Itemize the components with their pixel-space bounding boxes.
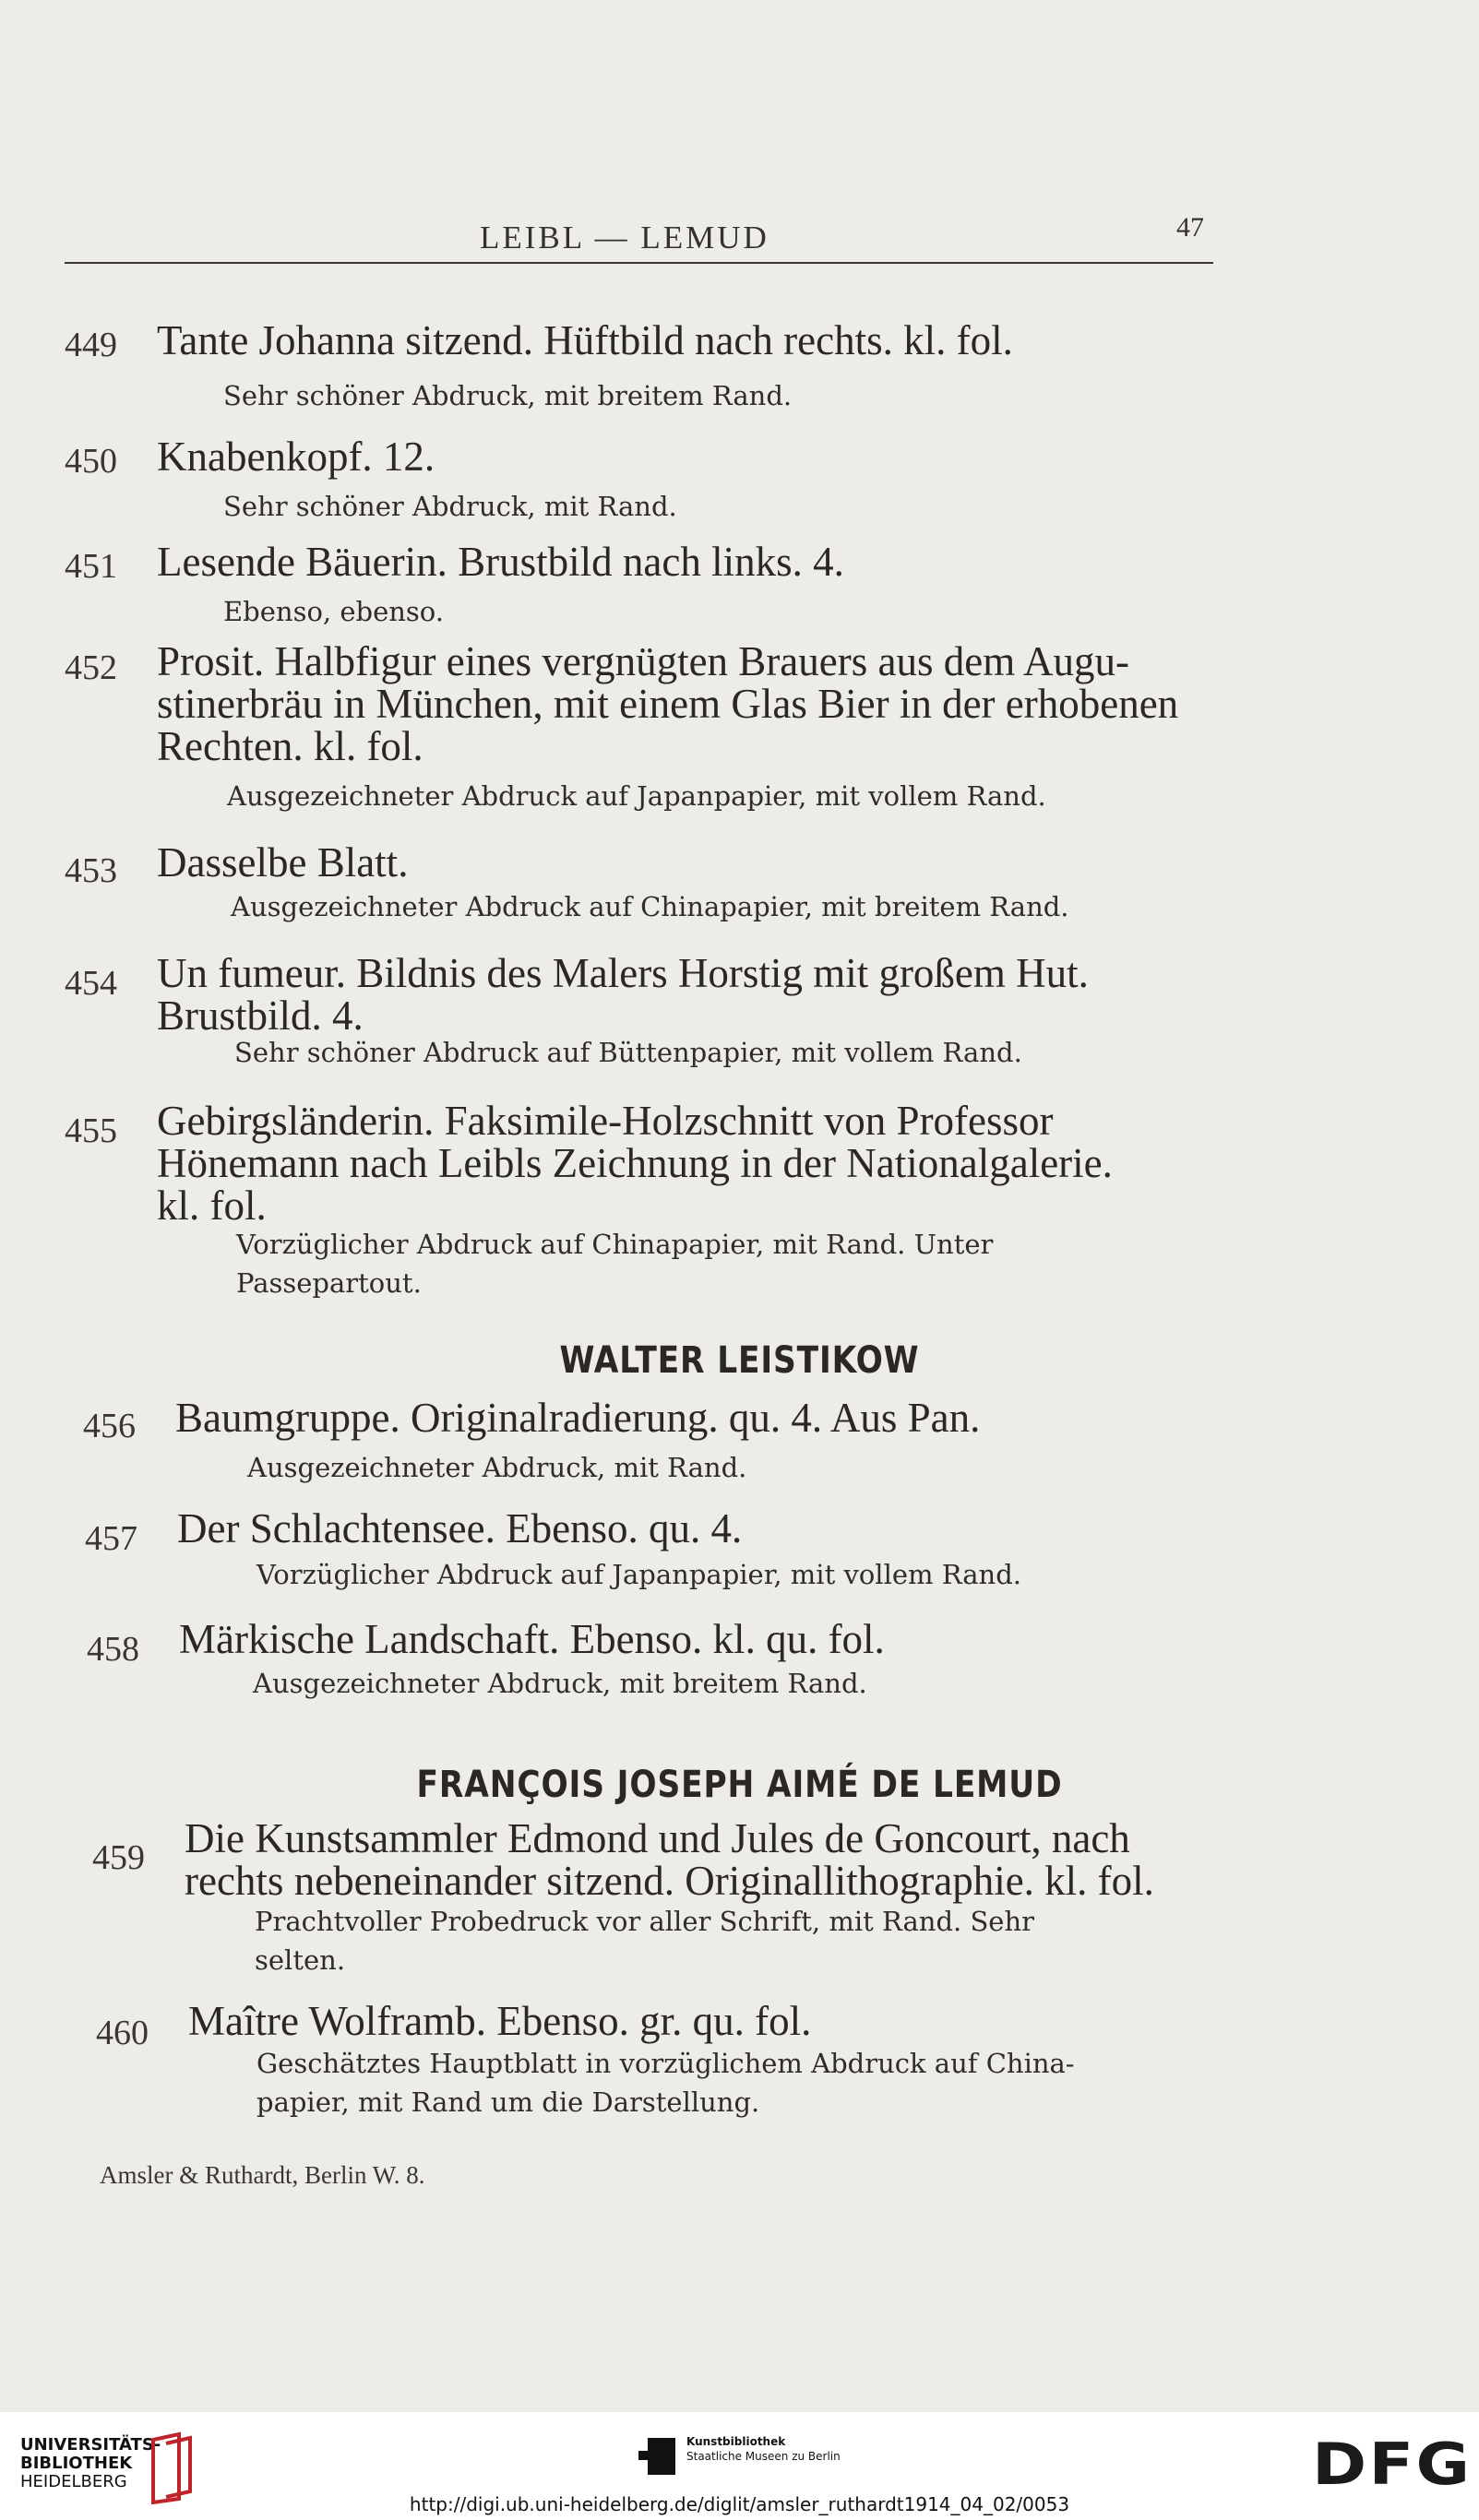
lot-number: 452 <box>65 648 117 687</box>
lot-note: Ausgezeichneter Abdruck, mit Rand. <box>247 1452 747 1483</box>
lot-note-line-2: selten. <box>255 1944 346 1976</box>
dfg-logo[interactable]: DFG <box>1312 2431 1473 2498</box>
lot-number: 453 <box>65 851 117 890</box>
lot-title-line-2: Hönemann nach Leibls Zeichnung in der Nationalgalerie. <box>157 1140 1113 1186</box>
lot-note: Ausgezeichneter Abdruck, mit breitem Rand. <box>253 1668 867 1699</box>
lot-title-line-3: kl. fol. <box>157 1183 267 1229</box>
lot-number: 450 <box>65 442 117 481</box>
kb-line-2: Staatliche Museen zu Berlin <box>686 2450 841 2463</box>
permalink-url[interactable]: http://digi.ub.uni-heidelberg.de/diglit/amsler_ruthardt1914_04_02/0053 <box>409 2493 1070 2515</box>
lot-title-line-1: Gebirgsländerin. Faksimile-Holzschnitt von Professor <box>157 1098 1054 1144</box>
lot-note: Sehr schöner Abdruck auf Büttenpapier, mit vollem Rand. <box>234 1037 1022 1068</box>
page-title: LEIBL — LEMUD <box>480 220 769 256</box>
lot-note: Sehr schöner Abdruck, mit Rand. <box>223 491 677 522</box>
lot-note: Ausgezeichneter Abdruck auf Japanpapier, mit vollem Rand. <box>227 780 1046 812</box>
section-heading-lemud: FRANÇOIS JOSEPH AIMÉ DE LEMUD <box>416 1764 1063 1806</box>
section-heading-leistikow: WALTER LEISTIKOW <box>559 1339 920 1382</box>
lot-number: 455 <box>65 1111 117 1150</box>
lot-title-line-2: Brustbild. 4. <box>157 993 364 1039</box>
lot-title-line-2: rechts nebeneinander sitzend. Originallithographie. kl. fol. <box>185 1858 1154 1904</box>
lot-note-line-1: Prachtvoller Probedruck vor aller Schrift, mit Rand. Sehr <box>255 1906 1035 1937</box>
lot-note: Vorzüglicher Abdruck auf Japanpapier, mit vollem Rand. <box>256 1559 1021 1590</box>
lot-note: Ausgezeichneter Abdruck auf Chinapapier, mit breitem Rand. <box>231 891 1069 922</box>
lot-title-line-1: Die Kunstsammler Edmond und Jules de Goncourt, nach <box>185 1815 1130 1861</box>
lot-number: 454 <box>65 964 117 1003</box>
printer-imprint: Amsler & Ruthardt, Berlin W. 8. <box>100 2161 425 2189</box>
lot-title-line-2: stinerbräu in München, mit einem Glas Bier in der erhobenen <box>157 681 1179 727</box>
lot-title: Lesende Bäuerin. Brustbild nach links. 4. <box>157 539 844 585</box>
lot-note-line-2: papier, mit Rand um die Darstellung. <box>256 2086 760 2118</box>
lot-title-line-1: Prosit. Halbfigur eines vergnügten Brauers aus dem Augu- <box>157 638 1129 684</box>
lot-number: 460 <box>96 2014 149 2052</box>
ub-heidelberg-logo-text[interactable] <box>20 2436 161 2491</box>
ub-line-2: BIBLIOTHEK <box>20 2454 133 2473</box>
lot-note-line-1: Geschätztes Hauptblatt in vorzüglichem Abdruck auf China- <box>256 2048 1075 2079</box>
lot-title-line-1: Un fumeur. Bildnis des Malers Horstig mit großem Hut. <box>157 950 1089 996</box>
lot-title: Der Schlachtensee. Ebenso. qu. 4. <box>177 1505 743 1551</box>
lot-title: Knabenkopf. 12. <box>157 434 435 480</box>
lot-note: Ebenso, ebenso. <box>223 596 444 627</box>
lot-title: Märkische Landschaft. Ebenso. kl. qu. fol. <box>179 1616 885 1662</box>
lot-title: Dasselbe Blatt. <box>157 839 409 886</box>
lot-title: Baumgruppe. Originalradierung. qu. 4. Aus Pan. <box>175 1395 981 1441</box>
kunstbibliothek-logo-icon[interactable] <box>635 2434 679 2478</box>
lot-note-line-1: Vorzüglicher Abdruck auf Chinapapier, mit Rand. Unter <box>236 1229 994 1260</box>
lot-note: Sehr schöner Abdruck, mit breitem Rand. <box>223 380 793 411</box>
page-number: 47 <box>1176 212 1204 243</box>
lot-number: 449 <box>65 326 117 364</box>
lot-title-line-3: Rechten. kl. fol. <box>157 723 423 769</box>
kunstbibliothek-logo-text[interactable] <box>686 2434 841 2464</box>
ub-line-3: HEIDELBERG <box>20 2472 127 2491</box>
lot-number: 456 <box>83 1407 136 1445</box>
lot-title: Tante Johanna sitzend. Hüftbild nach rechts. kl. fol. <box>157 317 1013 363</box>
digitization-footer <box>0 2412 1479 2520</box>
lot-number: 458 <box>87 1630 139 1669</box>
lot-number: 451 <box>65 547 117 586</box>
lot-number: 459 <box>92 1838 145 1877</box>
kb-line-1: Kunstbibliothek <box>686 2435 786 2448</box>
lot-number: 457 <box>85 1519 137 1558</box>
ub-line-1: UNIVERSITÄTS- <box>20 2435 161 2455</box>
lot-title: Maître Wolframb. Ebenso. gr. qu. fol. <box>188 1998 812 2044</box>
lot-note-line-2: Passepartout. <box>236 1267 422 1299</box>
header-rule <box>65 262 1213 264</box>
